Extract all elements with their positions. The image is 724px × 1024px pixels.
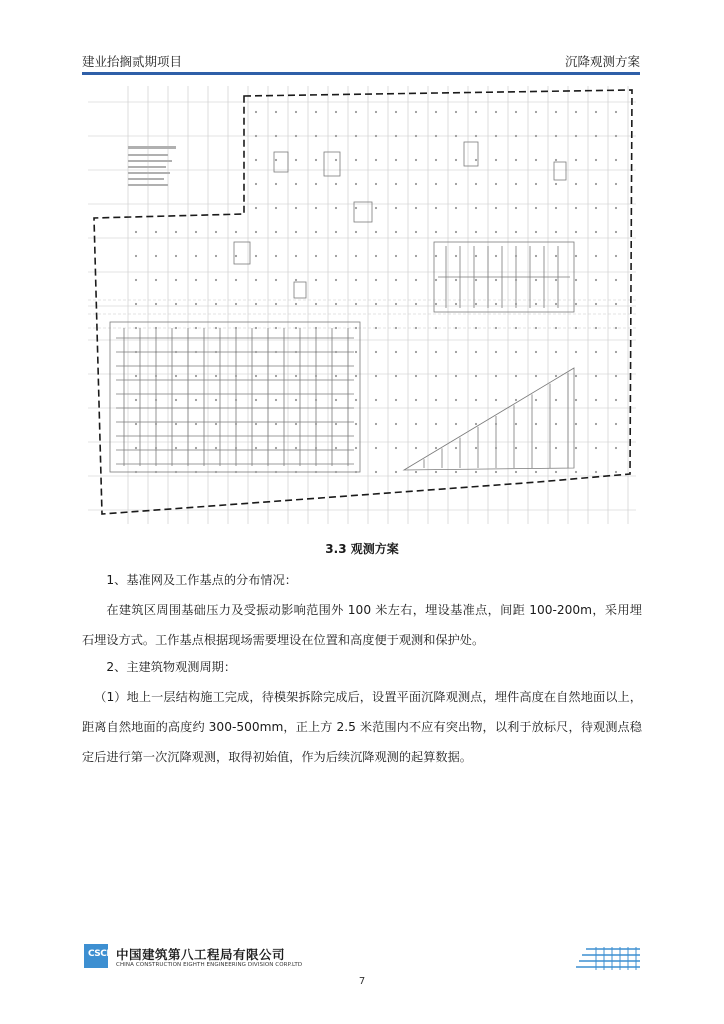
drawing-notes-block	[128, 146, 176, 186]
paragraph-benchmark-details: 在建筑区周围基础压力及受振动影响范围外 100 米左右，埋设基准点，间距 100-200m，采用埋石埋设方式。工作基点根据现场需要埋设在位置和高度便于观测和保护处。	[82, 603, 642, 647]
site-plan-drawing	[84, 82, 640, 528]
header-project-title: 建业抬搁贰期项目	[82, 54, 183, 69]
paragraph-benchmark-heading: 1、基准网及工作基点的分布情况：	[106, 573, 297, 587]
header-document-title: 沉降观测方案	[564, 54, 640, 69]
page-number: 7	[358, 976, 366, 987]
company-logo-text: CSCEC	[88, 949, 119, 959]
company-name-cn: 中国建筑第八工程局有限公司	[116, 947, 286, 962]
drawing-column-points	[135, 111, 617, 473]
footer-brand-graphic	[576, 945, 642, 973]
figure-caption: 3.3 观测方案	[325, 542, 399, 556]
page-header	[82, 52, 640, 72]
header-rule	[82, 72, 640, 75]
drawing-building-walls	[110, 142, 574, 472]
paragraph-cycle-heading: 2、主建筑物观测周期：	[106, 660, 237, 674]
paragraph-cycle-details: （1）地上一层结构施工完成，待模架拆除完成后，设置平面沉降观测点，埋件高度在自然地面以上，距离自然地面的高度约 300-500mm，正上方 2.5 米范围内不应有突出物，以利于放标尺，待观测点稳定后进行第一次沉降观测，取得初始值，作为后续沉降观测的起算数据。	[82, 690, 642, 764]
drawing-grid-lines	[88, 86, 636, 524]
company-name-en: CHINA CONSTRUCTION EIGHTH ENGINEERING DIVISION CORP.LTD	[116, 962, 303, 968]
